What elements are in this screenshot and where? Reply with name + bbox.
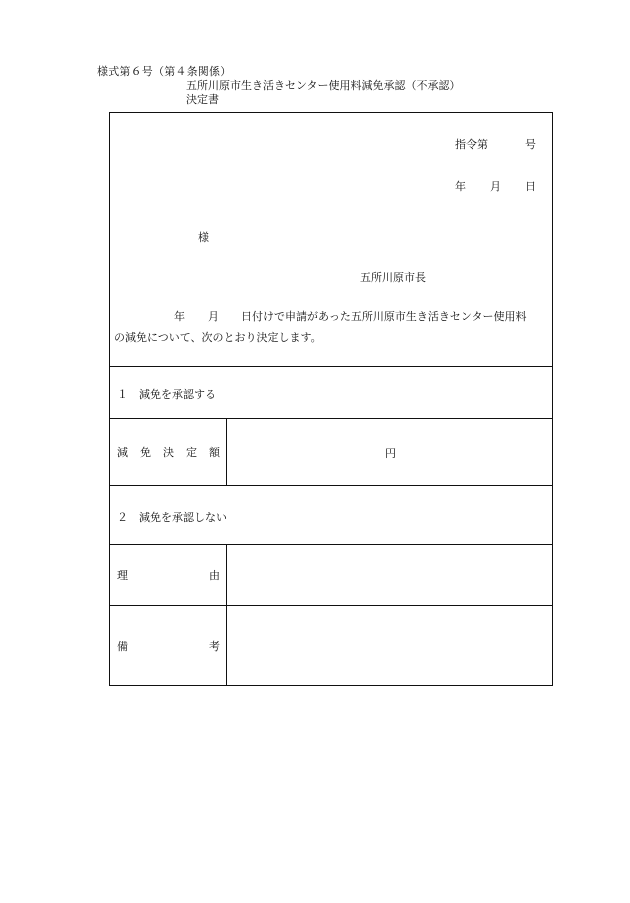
- reason-row: [110, 545, 552, 606]
- approved-amount-label-cell: [110, 419, 227, 485]
- remarks-row: [110, 606, 552, 685]
- remarks-label-cell: [110, 606, 227, 685]
- body-month: 月: [208, 310, 219, 323]
- issuer-name: 五所川原市長: [360, 271, 426, 284]
- body-text-line2: の減免について、次のとおり決定します。: [114, 331, 322, 344]
- label-char: 額: [209, 446, 220, 459]
- notice-section: [110, 113, 552, 367]
- document-title-continuation: 決定書: [186, 93, 219, 106]
- reject-section-heading-row: [110, 486, 552, 545]
- remarks-field[interactable]: [227, 606, 552, 685]
- reject-heading: ２ 減免を承認しない: [117, 511, 227, 524]
- approved-amount-row: [110, 419, 552, 486]
- body-text-line1: 日付けで申請があった五所川原市生き活きセンター使用料: [241, 310, 527, 323]
- label-char: 理: [117, 569, 128, 582]
- form-number-label: 様式第６号（第４条関係）: [97, 65, 232, 78]
- reason-label-cell: [110, 545, 227, 605]
- reason-field[interactable]: [227, 545, 552, 605]
- addressee-suffix: 様: [198, 231, 209, 244]
- directive-number-suffix: 号: [525, 138, 536, 151]
- label-char: 考: [209, 639, 220, 653]
- date-day: 日: [525, 180, 536, 193]
- reason-label: [117, 567, 220, 583]
- approved-amount-label: [117, 444, 220, 460]
- document-title: 五所川原市生き活きセンター使用料減免承認（不承認）: [186, 79, 461, 92]
- label-char: 減: [117, 446, 128, 459]
- label-char: 決: [163, 446, 174, 459]
- approve-heading: １ 減免を承認する: [117, 388, 216, 401]
- label-char: 免: [140, 446, 151, 459]
- label-char: 備: [117, 639, 128, 653]
- body-year: 年: [174, 310, 185, 323]
- label-char: 定: [186, 446, 197, 459]
- decision-form-frame: [109, 112, 553, 686]
- date-month: 月: [490, 180, 501, 193]
- approved-amount-field[interactable]: [227, 419, 552, 485]
- directive-number-prefix: 指令第: [455, 138, 488, 151]
- yen-unit: 円: [385, 447, 396, 460]
- date-year: 年: [455, 180, 466, 193]
- label-char: 由: [209, 569, 220, 582]
- remarks-label: [117, 638, 220, 654]
- approve-section-heading-row: [110, 366, 552, 419]
